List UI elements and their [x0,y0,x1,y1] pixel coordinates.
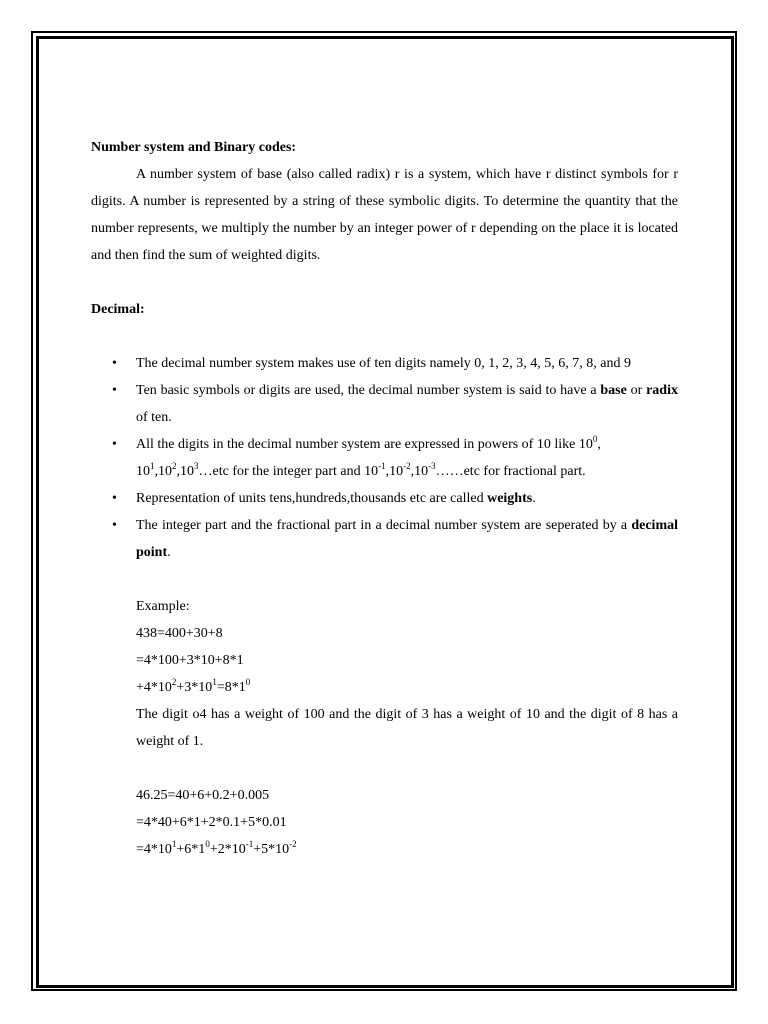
math-text: +2*10 [209,842,246,857]
bold-term-radix: radix [646,383,678,398]
intro-paragraph: A number system of base (also called radix) r is a system, which have r distinct symbols for r digits. A number is represented by a string of these symbolic digits. To determine the quantity that the number represents, we multiply the number by an integer power of r depending on the place it is located and then find the sum of weighted digits. [91,167,678,263]
example-line: 46.25=40+6+0.2+0.005 [136,788,270,803]
bullet-item [91,431,678,485]
bullet-text: or [626,383,647,398]
bullet-text: ,10 [176,464,194,479]
decimal-bullet-list [91,350,678,566]
bullet-text: . [532,491,536,506]
bullet-text: …etc for the integer part and 10 [198,464,379,479]
example-label: Example: [136,599,190,614]
superscript: 0 [592,434,598,444]
math-text: +6*1 [176,842,206,857]
bullet-icon: • [112,383,117,398]
bullet-item [91,377,678,431]
bullet-text: ,10 [385,464,404,479]
bullet-item [91,512,678,566]
superscript: 2 [171,677,177,687]
math-text: =8*1 [216,680,246,695]
bullet-text: of ten. [136,410,172,425]
bullet-text: ,10 [410,464,429,479]
math-text: +4*10 [136,680,172,695]
spacer [136,755,678,782]
bullet-text: ,10 [154,464,172,479]
superscript: -1 [245,839,254,849]
bullet-icon: • [112,491,117,506]
math-text: =4*10 [136,842,172,857]
superscript: 0 [245,677,251,687]
bullet-item [91,350,678,377]
bullet-icon: • [112,437,117,452]
example-line [136,836,678,863]
bold-term-weights: weights [487,491,533,506]
bullet-text: 10 [136,464,150,479]
section-title: Number system and Binary codes: [91,140,297,155]
superscript: 2 [172,461,177,471]
superscript: 1 [171,839,177,849]
bullet-text: . [167,545,171,560]
superscript: 1 [150,461,155,471]
bullet-text: , [597,437,601,452]
bullet-text: The integer part and the fractional part in a decimal number system are seperated by a [136,518,632,533]
spacer [91,269,678,296]
superscript: -2 [289,839,297,849]
math-text: +5*10 [253,842,290,857]
superscript: -3 [428,461,436,471]
bold-term-decimal-point: decimal point [136,518,678,560]
bullet-text: Representation of units tens,hundreds,thousands etc are called [136,491,488,506]
decimal-heading: Decimal: [91,302,145,317]
bullet-text: Ten basic symbols or digits are used, the decimal number system is said to have a [136,383,601,398]
example-line [136,674,678,701]
example-block [91,593,678,863]
bullet-icon: • [112,518,117,533]
superscript: 3 [194,461,199,471]
math-text: +3*10 [176,680,213,695]
example-explanation: The digit o4 has a weight of 100 and the digit of 3 has a weight of 10 and the digit of 8 has a weight of 1. [136,707,678,749]
bullet-text: The decimal number system makes use of ten digits namely 0, 1, 2, 3, 4, 5, 6, 7, 8, and 9 [136,356,631,371]
superscript: -1 [378,461,386,471]
example-line: =4*40+6*1+2*0.1+5*0.01 [136,815,287,830]
bullet-text: All the digits in the decimal number system are expressed in powers of 10 like 10 [136,437,593,452]
bullet-text: ……etc for fractional part. [435,464,586,479]
example-line: =4*100+3*10+8*1 [136,653,244,668]
example-line: 438=400+30+8 [136,626,223,641]
document-content [91,134,678,863]
bold-term-base: base [600,383,627,398]
spacer [91,566,678,593]
bullet-icon: • [112,356,117,371]
superscript: 0 [205,839,210,849]
superscript: 1 [212,677,217,687]
bullet-item [91,485,678,512]
superscript: -2 [403,461,411,471]
spacer [91,323,678,350]
